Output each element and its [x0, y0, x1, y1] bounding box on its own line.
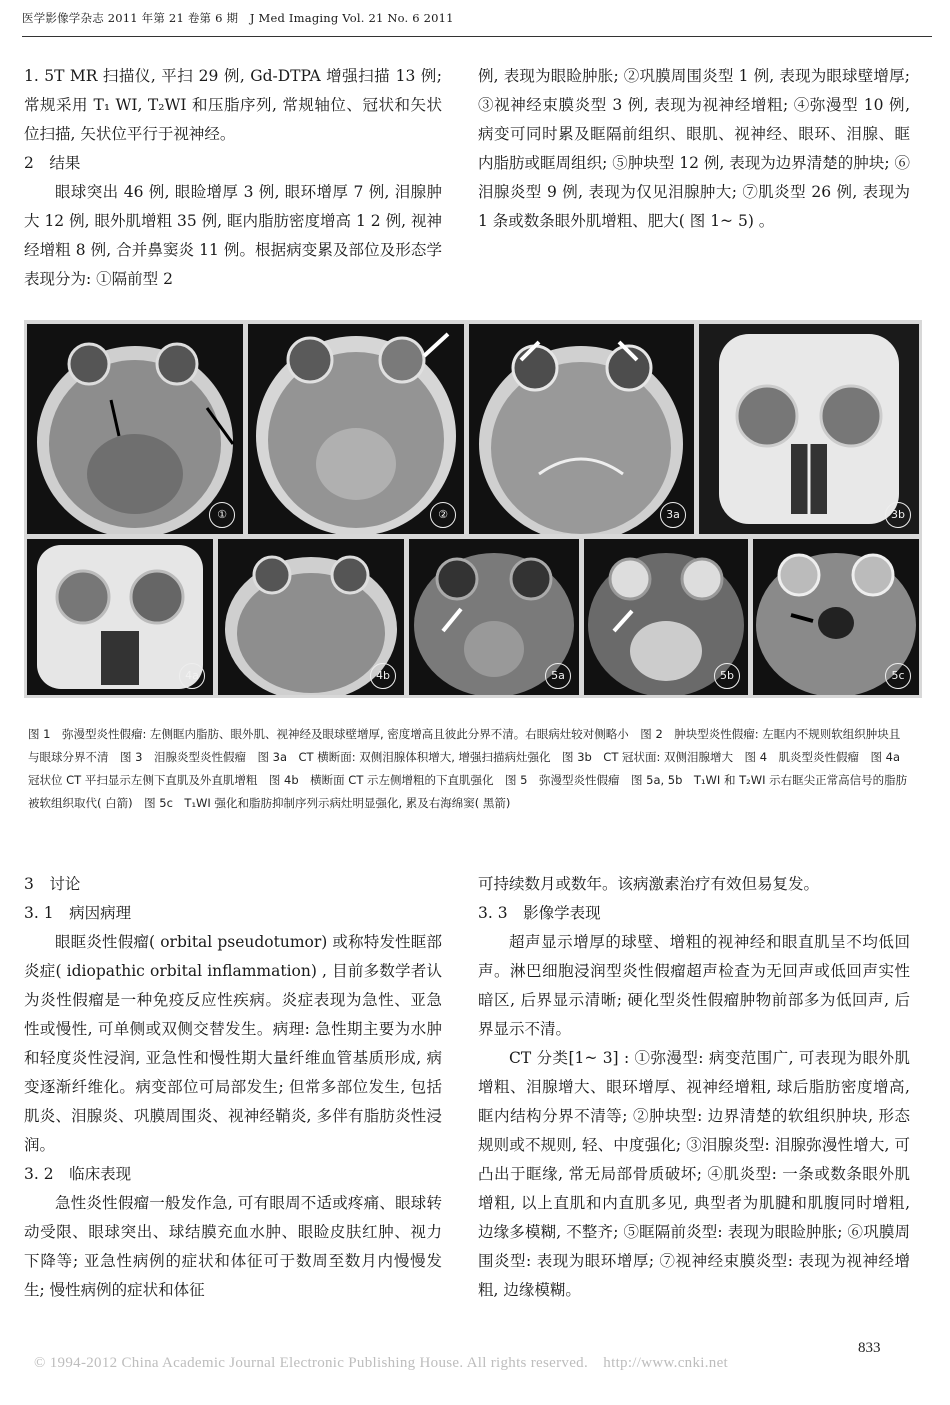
figure-panel-1: [27, 324, 243, 534]
figure-panel-5b: [584, 539, 748, 695]
clinical-continued-paragraph: 可持续数月或数年。该病激素治疗有效但易复发。: [478, 875, 820, 893]
section-3-1-heading: 3. 1 病因病理: [24, 904, 132, 922]
section-3-heading: 3 讨论: [24, 875, 81, 893]
panel-label: ②: [430, 502, 456, 528]
figure-caption: 图 1 弥漫型炎性假瘤: 左侧眶内脂肪、眼外肌、视神经及眼球壁增厚, 密度增高且彼此分界不清。右眼病灶较对侧略小 图 2 肿块型炎性假瘤: 左眶内不规则软组织肿块且与眼球分界不清 图 3 泪腺炎型炎性假瘤 图 3a CT 横断面: 双侧泪腺体积增大, 增强扫描病灶强化 图 3b CT 冠状面: 双侧泪腺增大 图 4 肌炎型炎性假瘤 图 4a 冠状位 CT 平扫显示左侧下直肌及外直肌增粗 图 4b 横断面 CT 示左侧增粗的下直肌强化 图 5 弥漫型炎性假瘤 图 5a, 5b T₁WI 和 T₂WI 示右眶尖正常高信号的脂肪被软组织取代( 白箭) 图 5c T₁WI 强化和脂肪抑制序列示病灶明显强化, 累及右海绵窦( 黑箭): [28, 727, 912, 810]
running-header: 医学影像学杂志 2011 年第 21 卷第 6 期 J Med Imaging Vol. 21 No. 6 2011: [22, 11, 454, 25]
page-number: 833: [858, 1340, 881, 1356]
right-column-bottom: [478, 870, 910, 1305]
panel-label: 5c: [885, 663, 911, 689]
pathology-paragraph: 眼眶炎性假瘤( orbital pseudotumor) 或称特发性眶部炎症( idiopathic orbital inflammation) , 目前多数学者认为炎性假瘤是一种免疫反应性疾病。炎症表现为急性、亚急性或慢性, 可单侧或双侧交替发生。病理: 急性期主要为水肿和轻度炎性浸润, 亚急性和慢性期大量纤维血管基质形成, 病变逐渐纤维化。病变部位可局部发生; 但常多部位发生, 包括肌炎、泪腺炎、巩膜周围炎、视神经鞘炎, 多伴有脂肪炎性浸润。: [24, 933, 442, 1154]
figure-panel-3b: [699, 324, 919, 534]
section-3-3-heading: 3. 3 影像学表现: [478, 904, 601, 922]
panel-label: 4a: [179, 663, 205, 689]
ct-image-3b: [699, 324, 919, 534]
figure-panel-3a: [469, 324, 694, 534]
panel-label: 4b: [370, 663, 396, 689]
section-3-2-heading: 3. 2 临床表现: [24, 1165, 132, 1183]
clinical-paragraph: 急性炎性假瘤一般发作急, 可有眼周不适或疼痛、眼球转动受限、眼球突出、球结膜充血水肿、眼睑皮肤红肿、视力下降等; 亚急性病例的症状和体征可于数周至数月内慢慢发生; 慢性病例的症状和体征: [24, 1194, 442, 1299]
ct-image-2: [248, 324, 464, 534]
right-column-top: [478, 62, 910, 236]
ct-classification-paragraph: CT 分类[1~ 3] : ①弥漫型: 病变范围广, 可表现为眼外肌增粗、泪腺增大、眼环增厚、视神经增粗, 球后脂肪密度增高, 眶内结构分界不清等; ②肿块型: 边界清楚的软组织肿块, 形态规则或不规则, 轻、中度强化; ③泪腺炎型: 泪腺弥漫性增大, 可凸出于眶缘, 常无局部骨质破坏; ④肌炎型: 一条或数条眼外肌增粗, 以上直肌和内直肌多见, 典型者为肌腱和肌腹同时增粗, 边缘多模糊, 不整齐; ⑤眶隔前炎型: 表现为眼睑肿胀; ⑥巩膜周围炎型: 表现为眼环增厚; ⑦视神经束膜炎型: 表现为视神经增粗, 边缘模糊。: [478, 1049, 910, 1299]
header-rule: [22, 36, 932, 37]
left-column-bottom: [24, 870, 442, 1305]
figure-panel-2: [248, 324, 464, 534]
figure-strip: [24, 320, 922, 698]
panel-label: 5a: [545, 663, 571, 689]
figure-panel-4b: [218, 539, 404, 695]
panel-label: ①: [209, 502, 235, 528]
panel-label: 3a: [660, 502, 686, 528]
ultrasound-paragraph: 超声显示增厚的球壁、增粗的视神经和眼直肌呈不均低回声。淋巴细胞浸润型炎性假瘤超声检查为无回声或低回声实性暗区, 后界显示清晰; 硬化型炎性假瘤肿物前部多为低回声, 后界显示不清。: [478, 933, 910, 1038]
figure-panel-5a: [409, 539, 579, 695]
figure-panel-5c: [753, 539, 919, 695]
copyright-footer: © 1994-2012 China Academic Journal Electronic Publishing House. All rights reserved. http://www.cnki.net: [34, 1355, 729, 1371]
left-column-top: [24, 62, 442, 294]
panel-label: 3b: [885, 502, 911, 528]
results-continued-paragraph: 例, 表现为眼睑肿胀; ②巩膜周围炎型 1 例, 表现为眼球壁增厚; ③视神经束膜炎型 3 例, 表现为视神经增粗; ④弥漫型 10 例, 病变可同时累及眶隔前组织、眼肌、视神经、眼环、泪腺、眶内脂肪或眶周组织; ⑤肿块型 12 例, 表现为边界清楚的肿块; ⑥泪腺炎型 9 例, 表现为仅见泪腺肿大; ⑦肌炎型 26 例, 表现为 1 条或数条眼外肌增粗、肥大( 图 1~ 5) 。: [478, 67, 910, 230]
figure-panel-4a: [27, 539, 213, 695]
ct-image-3a: [469, 324, 694, 534]
results-paragraph: 眼球突出 46 例, 眼睑增厚 3 例, 眼环增厚 7 例, 泪腺肿大 12 例, 眼外肌增粗 35 例, 眶内脂肪密度增高 1 2 例, 视神经增粗 8 例, 合并鼻窦炎 11 例。根据病变累及部位及形态学表现分为: ①隔前型 2: [24, 183, 442, 288]
section-2-heading: 2 结果: [24, 154, 81, 172]
ct-image-1: [27, 324, 243, 534]
panel-label: 5b: [714, 663, 740, 689]
methods-paragraph: 1. 5T MR 扫描仪, 平扫 29 例, Gd-DTPA 增强扫描 13 例; 常规采用 T₁ WI, T₂WI 和压脂序列, 常规轴位、冠状和矢状位扫描, 矢状位平行于视神经。: [24, 67, 442, 143]
